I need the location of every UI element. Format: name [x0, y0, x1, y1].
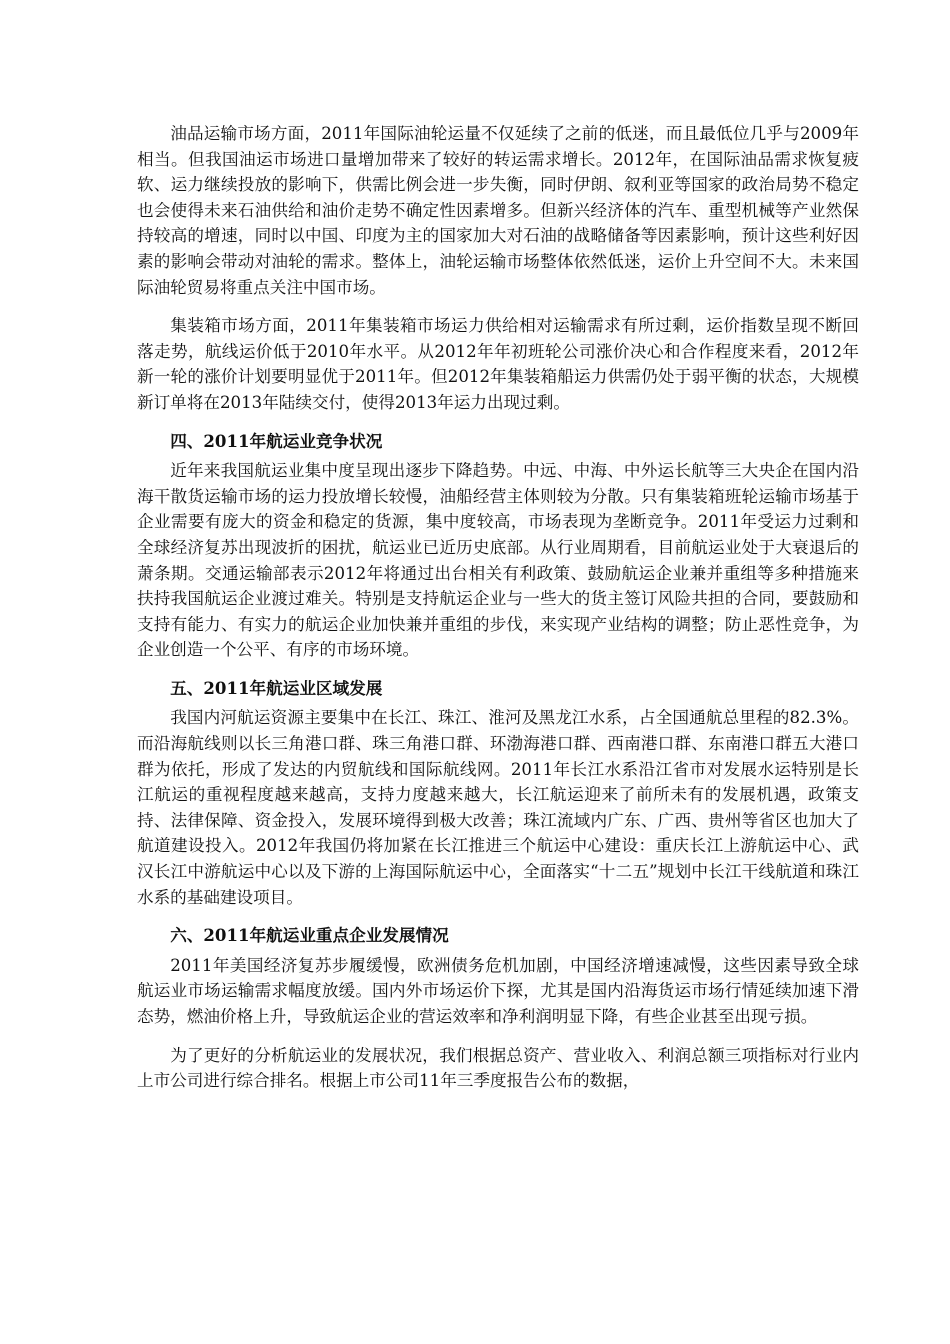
section-heading-key-enterprises: 六、2011年航运业重点企业发展情况 — [170, 925, 449, 946]
section-heading-competition: 四、2011年航运业竞争状况 — [170, 430, 383, 451]
paragraph-container-market: 集装箱市场方面，2011年集装箱市场运力供给相对运输需求有所过剩，运价指数呈现不断回落走势，航线运价低于2010年水平。从2012年年初班轮公司涨价决心和合作程度来看，2012年新一轮的涨价计划要明显优于2011年。但2012年集装箱船运力供需仍处于弱平衡的状态，大规模新订单将在2013年陆续交付，使得2013年运力出现过剩。 — [137, 316, 859, 412]
paragraph-enterprises-overview: 2011年美国经济复苏步履缓慢，欧洲债务危机加剧，中国经济增速减慢，这些因素导致全球航运业市场运输需求幅度放缓。国内外市场运价下探，尤其是国内沿海货运市场行情延续加速下滑态势，燃油价格上升，导致航运企业的营运效率和净利润明显下降，有些企业甚至出现亏损。 — [137, 955, 859, 1026]
paragraph-regional: 我国内河航运资源主要集中在长江、珠江、淮河及黑龙江水系，占全国通航总里程的82.3%。而沿海航线则以长三角港口群、珠三角港口群、环渤海港口群、西南港口群、东南港口群五大港口群为依托，形成了发达的内贸航线和国际航线网。2011年长江水系沿江省市对发展水运特别是长江航运的重视程度越来越高，支持力度越来越大，长江航运迎来了前所未有的发展机遇，政策支持、法律保障、资金投入，发展环境得到极大改善；珠江流域内广东、广西、贵州等省区也加大了航道建设投入。2012年我国仍将加紧在长江推进三个航运中心建设：重庆长江上游航运中心、武汉长江中游航运中心以及下游的上海国际航运中心，全面落实“十二五”规划中长江干线航道和珠江水系的基础建设项目。 — [137, 708, 859, 907]
paragraph-competition: 近年来我国航运业集中度呈现出逐步下降趋势。中远、中海、中外运长航等三大央企在国内沿海干散货运输市场的运力投放增长较慢，油船经营主体则较为分散。只有集装箱班轮运输市场基于企业需要有庞大的资金和稳定的货源，集中度较高，市场表现为垄断竞争。2011年受运力过剩和全球经济复苏出现波折的困扰，航运业已近历史底部。从行业周期看，目前航运业处于大衰退后的萧条期。交通运输部表示2012年将通过出台相关有利政策、鼓励航运企业兼并重组等多种措施来扶持我国航运企业渡过难关。特别是支持航运企业与一些大的货主签订风险共担的合同，要鼓励和支持有能力、有实力的航运企业加快兼并重组的步伐，来实现产业结构的调整；防止恶性竞争，为企业创造一个公平、有序的市场环境。 — [137, 461, 859, 660]
paragraph-ranking-method: 为了更好的分析航运业的发展状况，我们根据总资产、营业收入、利润总额三项指标对行业内上市公司进行综合排名。根据上市公司11年三季度报告公布的数据， — [137, 1045, 859, 1091]
section-heading-regional: 五、2011年航运业区域发展 — [170, 677, 383, 698]
document-body — [137, 121, 859, 1094]
paragraph-oil-transport: 油品运输市场方面，2011年国际油轮运量不仅延续了之前的低迷，而且最低位几乎与2009年相当。但我国油运市场进口量增加带来了较好的转运需求增长。2012年，在国际油品需求恢复疲软、运力继续投放的影响下，供需比例会进一步失衡，同时伊朗、叙利亚等国家的政治局势不稳定也会使得未来石油供给和油价走势不确定性因素增多。但新兴经济体的汽车、重型机械等产业然保持较高的增速，同时以中国、印度为主的国家加大对石油的战略储备等因素影响，预计这些利好因素的影响会带动对油轮的需求。整体上，油轮运输市场整体依然低迷，运价上升空间不大。未来国际油轮贸易将重点关注中国市场。 — [137, 124, 859, 297]
